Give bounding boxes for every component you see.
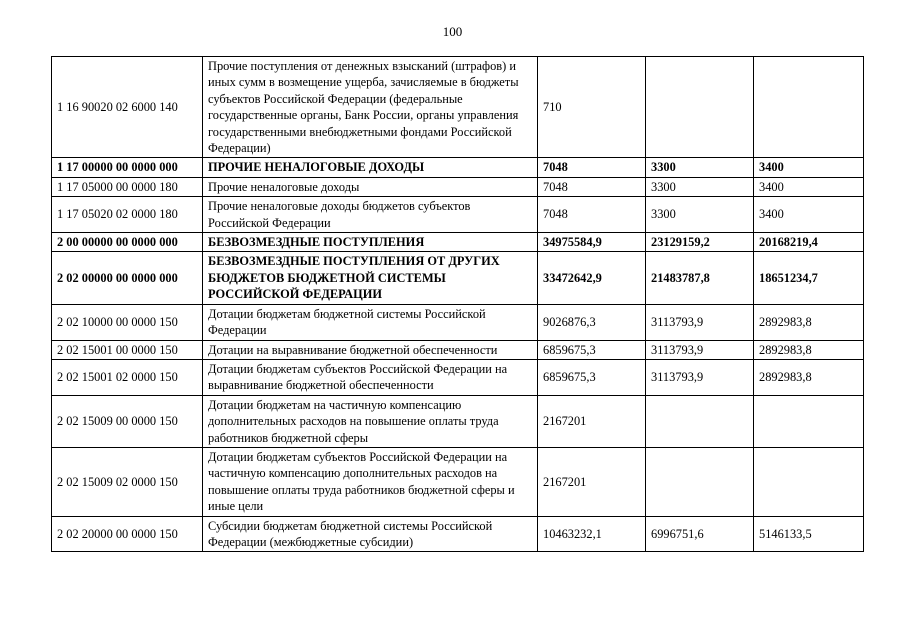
budget-code: 2 02 00000 00 0000 000 (52, 252, 203, 304)
budget-code: 1 17 05020 02 0000 180 (52, 197, 203, 233)
budget-table-body (52, 57, 864, 552)
budget-item-name: Дотации бюджетам на частичную компенсацию дополнительных расходов на повышение оплаты труда работников бюджетной сферы (203, 395, 538, 447)
budget-code: 2 02 15009 00 0000 150 (52, 395, 203, 447)
amount-year-1: 2167201 (538, 395, 646, 447)
table-row (52, 359, 864, 395)
budget-code: 2 02 15001 00 0000 150 (52, 340, 203, 359)
amount-year-1: 10463232,1 (538, 516, 646, 552)
amount-year-3 (754, 57, 864, 158)
amount-year-1: 710 (538, 57, 646, 158)
budget-code: 2 02 15009 02 0000 150 (52, 447, 203, 516)
budget-item-name: Прочие поступления от денежных взысканий (штрафов) и иных сумм в возмещение ущерба, зачисляемые в бюджеты субъектов Российской Федерации (федеральные государственные органы, Банк России, органы управления государственными внебюджетными фондами Российской Федерации) (203, 57, 538, 158)
amount-year-2: 3300 (646, 177, 754, 196)
budget-item-name: Прочие неналоговые доходы бюджетов субъектов Российской Федерации (203, 197, 538, 233)
table-row (52, 233, 864, 252)
budget-item-name: Дотации бюджетам бюджетной системы Российской Федерации (203, 304, 538, 340)
table-row (52, 158, 864, 177)
table-row (52, 252, 864, 304)
amount-year-3: 3400 (754, 177, 864, 196)
amount-year-3: 20168219,4 (754, 233, 864, 252)
budget-item-name: БЕЗВОЗМЕЗДНЫЕ ПОСТУПЛЕНИЯ (203, 233, 538, 252)
amount-year-2 (646, 395, 754, 447)
amount-year-1: 9026876,3 (538, 304, 646, 340)
table-row (52, 516, 864, 552)
amount-year-2: 3113793,9 (646, 340, 754, 359)
amount-year-1: 2167201 (538, 447, 646, 516)
amount-year-1: 7048 (538, 197, 646, 233)
amount-year-2: 3300 (646, 158, 754, 177)
amount-year-3: 2892983,8 (754, 359, 864, 395)
budget-item-name: Дотации на выравнивание бюджетной обеспеченности (203, 340, 538, 359)
table-row (52, 395, 864, 447)
amount-year-2: 3113793,9 (646, 359, 754, 395)
table-row (52, 57, 864, 158)
amount-year-2: 3113793,9 (646, 304, 754, 340)
amount-year-3: 2892983,8 (754, 340, 864, 359)
budget-code: 2 00 00000 00 0000 000 (52, 233, 203, 252)
table-row (52, 447, 864, 516)
amount-year-1: 6859675,3 (538, 340, 646, 359)
budget-code: 1 17 00000 00 0000 000 (52, 158, 203, 177)
amount-year-3 (754, 395, 864, 447)
table-row (52, 197, 864, 233)
amount-year-3 (754, 447, 864, 516)
budget-code: 1 17 05000 00 0000 180 (52, 177, 203, 196)
budget-item-name: ПРОЧИЕ НЕНАЛОГОВЫЕ ДОХОДЫ (203, 158, 538, 177)
amount-year-1: 34975584,9 (538, 233, 646, 252)
amount-year-2 (646, 447, 754, 516)
amount-year-3: 3400 (754, 197, 864, 233)
budget-table (51, 56, 864, 552)
budget-item-name: Дотации бюджетам субъектов Российской Федерации на выравнивание бюджетной обеспеченности (203, 359, 538, 395)
amount-year-3: 3400 (754, 158, 864, 177)
amount-year-1: 7048 (538, 158, 646, 177)
table-row (52, 304, 864, 340)
amount-year-3: 18651234,7 (754, 252, 864, 304)
amount-year-2: 23129159,2 (646, 233, 754, 252)
budget-code: 1 16 90020 02 6000 140 (52, 57, 203, 158)
budget-item-name: Прочие неналоговые доходы (203, 177, 538, 196)
budget-code: 2 02 10000 00 0000 150 (52, 304, 203, 340)
amount-year-2 (646, 57, 754, 158)
amount-year-1: 33472642,9 (538, 252, 646, 304)
amount-year-1: 7048 (538, 177, 646, 196)
budget-item-name: БЕЗВОЗМЕЗДНЫЕ ПОСТУПЛЕНИЯ ОТ ДРУГИХ БЮДЖЕТОВ БЮДЖЕТНОЙ СИСТЕМЫ РОССИЙСКОЙ ФЕДЕРАЦИИ (203, 252, 538, 304)
table-row (52, 177, 864, 196)
budget-code: 2 02 20000 00 0000 150 (52, 516, 203, 552)
amount-year-3: 2892983,8 (754, 304, 864, 340)
budget-item-name: Дотации бюджетам субъектов Российской Федерации на частичную компенсацию дополнительных расходов на повышение оплаты труда работников бюджетной сферы и иные цели (203, 447, 538, 516)
amount-year-2: 21483787,8 (646, 252, 754, 304)
budget-item-name: Субсидии бюджетам бюджетной системы Российской Федерации (межбюджетные субсидии) (203, 516, 538, 552)
amount-year-2: 3300 (646, 197, 754, 233)
table-row (52, 340, 864, 359)
amount-year-1: 6859675,3 (538, 359, 646, 395)
amount-year-3: 5146133,5 (754, 516, 864, 552)
budget-code: 2 02 15001 02 0000 150 (52, 359, 203, 395)
amount-year-2: 6996751,6 (646, 516, 754, 552)
page-number: 100 (442, 24, 463, 39)
